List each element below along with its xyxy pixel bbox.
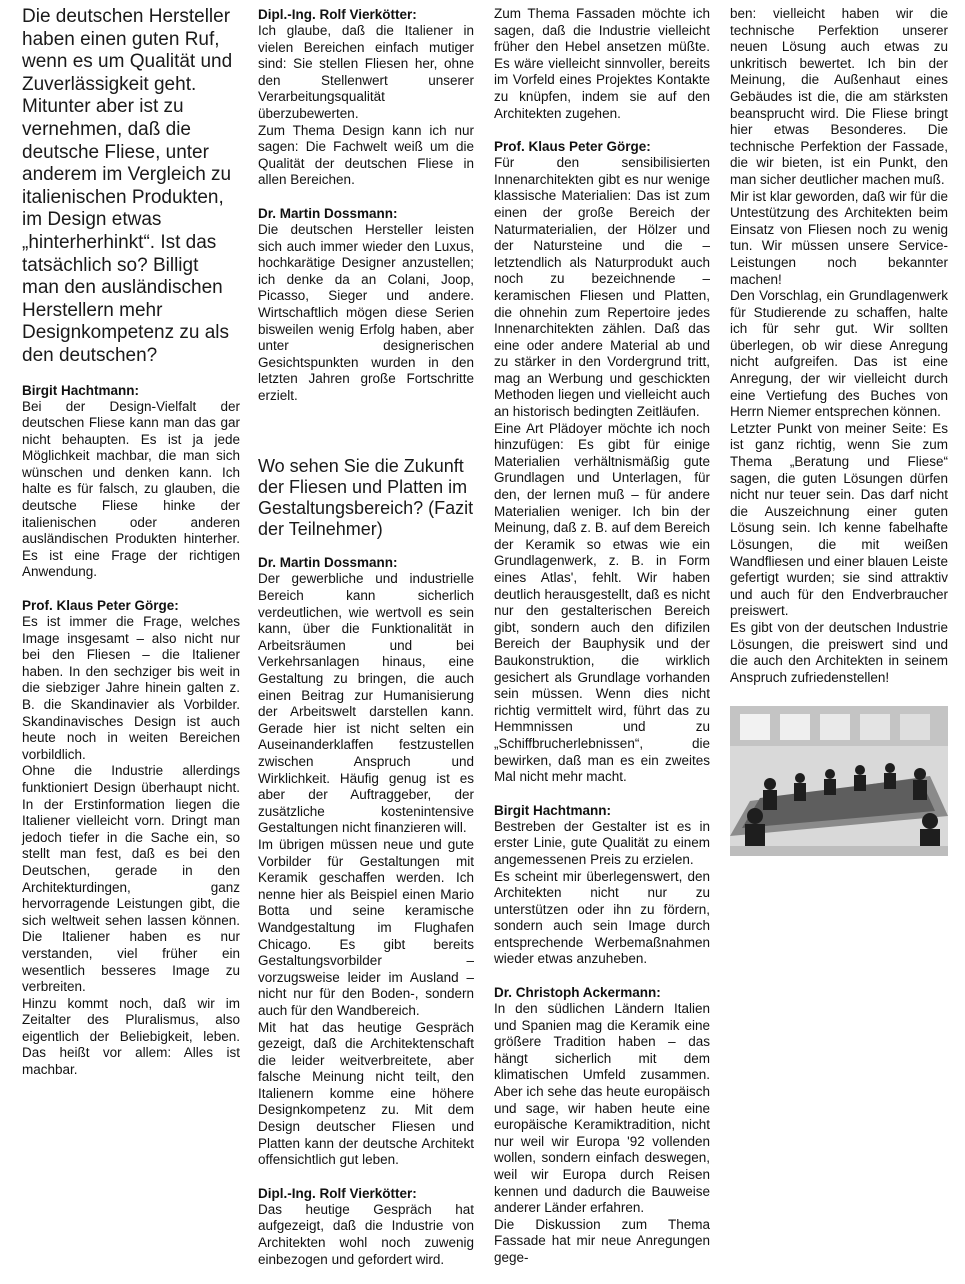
intro-question: Die deutschen Hersteller haben einen guten Ruf, wenn es um Qualität und Zuverlässigkeit geht. Mitunter aber ist zu vernehmen, daß die deutsche Fliese, unter anderem im Vergleich zu italienischen Produkten, im Design etwas „hinterherhinkt“. Ist das tatsächlich so? Billigt man den ausländischen Herstellern mehr Designkompetenz zu als den deutschen? <box>22 6 233 366</box>
col1-statements <box>22 382 240 1079</box>
statement-paragraph: Zum Thema Design kann ich nur sagen: Die Fachwelt weiß um die Qualität der deutschen Fliese in allen Bereichen. <box>258 122 474 188</box>
statement-paragraph: Mir ist klar geworden, daß wir für die Untestützung des Architekten beim Einsatz von Fliesen noch zu wenig tun. Wir müssen unsere Service-Leistungen noch bekannter machen! <box>730 188 948 287</box>
speaker-name: Prof. Klaus Peter Görge: <box>22 598 179 614</box>
column-4 <box>730 6 948 856</box>
col4-statements <box>730 6 948 686</box>
speaker-name: Birgit Hachtmann: <box>22 382 140 398</box>
column-2 <box>258 6 474 1284</box>
statement <box>22 382 240 582</box>
statement <box>22 597 240 1079</box>
statement-paragraph: Den Vorschlag, ein Grundlagenwerk für Studierende zu schaffen, halte ich für sehr gut. Wir sollten überlegen, ob wir diese Anregung nicht aufgreifen. Das ist eine Anregung, der wir vielleicht durch eine Vertiefung des Buches von Herrn Niemer entsprechen können. <box>730 288 948 420</box>
statement <box>258 554 474 1168</box>
statement-paragraph: Eine Art Plädoyer möchte ich noch hinzufügen: Es gibt für einige Materialien verhältnismäßig gute Grundlagen und Unterlagen, für den, der lernen muß – für andere Materialien weniger. Ich bin der Meinung, daß z. B. auf dem Bereich der Keramik so etwas wie ein Grundlagenwerk, z. B. in Form eines Atlas', fehlt. Wir haben deutlich herausgestellt, daß es nicht nur den gestalterischen Bereich gibt, sondern auch den difizilen Bereich der Bauphysik und der Baukonstruktion, die wirklich gesichert als Grundlage vorhanden sein müssen. Wenn dies nicht richtig vermittelt wird, führt das zu Hemmnissen und zu „Schiffbrucherlebnissen“, die bewirken, daß man es ein zweites Mal nicht mehr macht. <box>494 420 710 785</box>
statement-paragraph: Für den sensibilisierten Innenarchitekten gibt es nur wenige klassische Materialien: Das ist zum einen der große Bereich der Naturmaterialien, der Hölzer und der Natursteine und die – letztendlich als Naturprodukt auch noch zu bezeichnende – keramischen Fliesen und Platten, die ohnehin zum Repertoire jedes Innenarchitekten zählen. Daß das eine oder andere Material ab und zu stärker in den Vordergrund tritt, mag an Werbung und geschickten Methoden liegen und vielleicht auch an historisch bedingten Zeitläufen. <box>494 155 710 420</box>
statement <box>258 6 474 189</box>
speaker-name: Dr. Martin Dossmann: <box>258 205 398 221</box>
statement-paragraph: In den südlichen Ländern Italien und Spanien mag die Keramik eine größere Tradition haben – das hängt sicherlich mit dem klimatischen Umfeld zusammen. Aber ich sehe das heute europäisch und sage, wir haben heute eine europäische Keramiktradition, nicht nur weil wir Europa '92 vollenden wollen, sondern einfach deswegen, weil wir Europa durch Reisen kennen und dadurch die Bauweise anderer Länder erfahren. <box>494 1001 710 1216</box>
statement-paragraph: Ohne die Industrie allerdings funktioniert Design überhaupt nicht. In der Erstinformation liegen die Italiener vielleicht vorn. Dringt man jedoch tiefer in die Sache ein, so stellt man fest, daß es bei den Deutschen, gerade in den Architekturdingen, ganz hervorragende Leistungen gibt, die sich weltweit sehen lassen können. Die Italiener haben es nur verstanden, viel früher ein wesentlich besseres Image zu verbreiten. <box>22 763 240 995</box>
speaker-name: Birgit Hachtmann: <box>494 802 612 818</box>
statement-paragraph: Letzter Punkt von meiner Seite: Es ist ganz richtig, wenn Sie zum Thema „Beratung und Fliese“ sagen, die guten Lösungen dürfen nicht nur teuer sein. Das darf nicht die Auszeichnung einer guten Lösung sein. Ich kenne fabelhafte Lösungen, die mit weißen Wandfliesen und einer blauen Leiste gefertigt wurden; sie sind attraktiv und auch für den Endverbraucher preiswert. <box>730 420 948 619</box>
statement-paragraph: Das heutige Gespräch hat aufgezeigt, daß die Industrie von Architekten wohl noch zuwenig einbezogen und gefordert wird. <box>258 1201 474 1267</box>
statement-paragraph: Es ist immer die Frage, welches Image insgesamt – also nicht nur bei den Fliesen – die Italiener haben. In den sechziger bis weit in die siebziger Jahre hinein galten z. B. die Skandinavier als Vorbilder. Skandinavisches Design ist auch heute noch in weiten Bereichen vorbildlich. <box>22 614 240 762</box>
statement-paragraph: Bei der Design-Vielfalt der deutschen Fliese kann man das gar nicht behaupten. Es ist ja jede Möglichkeit machbar, die man sich wünschen und denken kann. Ich halte es für falsch, zu glauben, die deutsche Fliese hinke der italienischen oder anderen ausländischen Produkten hinterher. Es ist eine Frage der richtigen Anwendung. <box>22 398 240 580</box>
speaker-name: Dr. Martin Dossmann: <box>258 555 398 571</box>
statement <box>258 205 474 405</box>
statement-paragraph: Die deutschen Hersteller leisten sich auch immer wieder den Luxus, hochkarätige Designer anzustellen; ich denke da an Colani, Joop, Picasso, Sieger und andere. Wirtschaftlich mögen diese Serien bisweilen wenig Erfolg haben, aber unter designerischen Gesichtspunkten wurden in den letzten Jahren große Fortschritte erzielt. <box>258 221 474 403</box>
statement <box>494 138 710 786</box>
statement <box>258 1185 474 1268</box>
speaker-name: Prof. Klaus Peter Görge: <box>494 139 651 155</box>
statement-paragraph: Zum Thema Fassaden möchte ich sagen, daß die Industrie vielleicht früher den Hebel ansetzen müßte. Es wäre vielleicht sinnvoller, bereits im Vorfeld eines Projektes Kontakte zu knüpfen, indem sie auf den Architekten zugehen. <box>494 6 710 121</box>
conference-photo <box>730 706 948 856</box>
statement-paragraph: Es gibt von der deutschen Industrie Lösungen, die preiswert sind und die auch den Architekten in seinem Anspruch zufriedenstellen! <box>730 619 948 685</box>
statement-paragraph: Mit hat das heutige Gespräch gezeigt, daß die Architektenschaft die leider weitverbreitete, aber falsche Meinung nicht teilt, den Italienern komme eine höhere Designkompetenz zu. Mit dem Design deutscher Fliesen und Platten kann der deutsche Architekt offensichtlich gut leben. <box>258 1019 474 1168</box>
speaker-name: Dipl.-Ing. Rolf Vierkötter: <box>258 1185 417 1201</box>
statement-paragraph: Der gewerbliche und industrielle Bereich kann sicherlich verdeutlichen, wie wertvoll es sein kann, über die Funktionalität in Arbeitsräumen und bei Verkehrsanlagen hinaus, eine Gestaltung zu bringen, die auch einen Beitrag zur Humanisierung der Arbeitswelt darstellen kann. Gerade hier ist nicht selten ein Auseinanderklaffen festzustellen zwischen Anspruch und Wirklichkeit. Häufig genug ist es aber der Auftraggeber, der zusätzliche kostenintensive Gestaltungen nicht finanzieren will. <box>258 571 474 836</box>
section-question: Wo sehen Sie die Zukunft der Fliesen und Platten im Gestaltungsbereich? (Fazit der Teilnehmer) <box>258 456 474 540</box>
statement <box>494 802 710 968</box>
statement-paragraph: Hinzu kommt noch, daß wir im Zeitalter des Pluralismus, also eigentlich der Beliebigkeit, leben. Das heißt vor allem: Alles ist machbar. <box>22 995 240 1078</box>
column-3 <box>494 6 710 1283</box>
speaker-name: Dr. Christoph Ackermann: <box>494 985 661 1001</box>
column-1 <box>22 6 240 1095</box>
statement <box>494 984 710 1267</box>
statement-paragraph: ben: vielleicht haben wir die technische Perfektion unserer neuen Lösung auch etwas zu unkritisch bewertet. Ich bin der Meinung, die Außenhaut eines Gebäudes ist die, die am stärksten beansprucht wird. Die Fliese bringt hier etwas Besonderes. Die technische Perfektion der Fassade, die wir bieten, ist ein Punkt, den man sicher deutlicher machen muß. <box>730 6 948 187</box>
speaker-name: Dipl.-Ing. Rolf Vierkötter: <box>258 7 417 22</box>
statement-paragraph: Es scheint mir überlegenswert, den Architekten nicht nur zu unterstützen oder ihn zu fördern, sondern auch sein Image durch entsprechende Werbemaßnahmen wieder etwas anzuheben. <box>494 868 710 967</box>
statement-paragraph: Bestreben der Gestalter ist es in erster Linie, gute Qualität zu einem angemessenen Preis zu erzielen. <box>494 818 710 867</box>
statement-paragraph: Im übrigen müssen neue und gute Vorbilder für Gestaltungen mit Keramik geschaffen werden. Ich nenne hier als Beispiel einen Mario Botta und seine keramische Wandgestaltung im Flughafen Chicago. Es gibt bereits Gestaltungsvorbilder – vorzugsweise leider im Ausland – nicht nur für den Boden-, sondern auch für den Wandbereich. <box>258 836 474 1018</box>
statement-paragraph: Die Diskussion zum Thema Fassade hat mir neue Anregungen gege- <box>494 1216 710 1265</box>
statement <box>494 6 710 122</box>
col2-bottom-statements <box>258 554 474 1268</box>
statement-paragraph: Ich glaube, daß die Italiener in vielen Bereichen einfach mutiger sind: Sie stellen Fliesen her, ohne den Stellenwert unserer Verarbeitungsqualität überzubewerten. <box>258 23 474 121</box>
col2-top-statements <box>258 6 474 404</box>
col3-statements <box>494 6 710 1267</box>
statement <box>730 6 948 686</box>
